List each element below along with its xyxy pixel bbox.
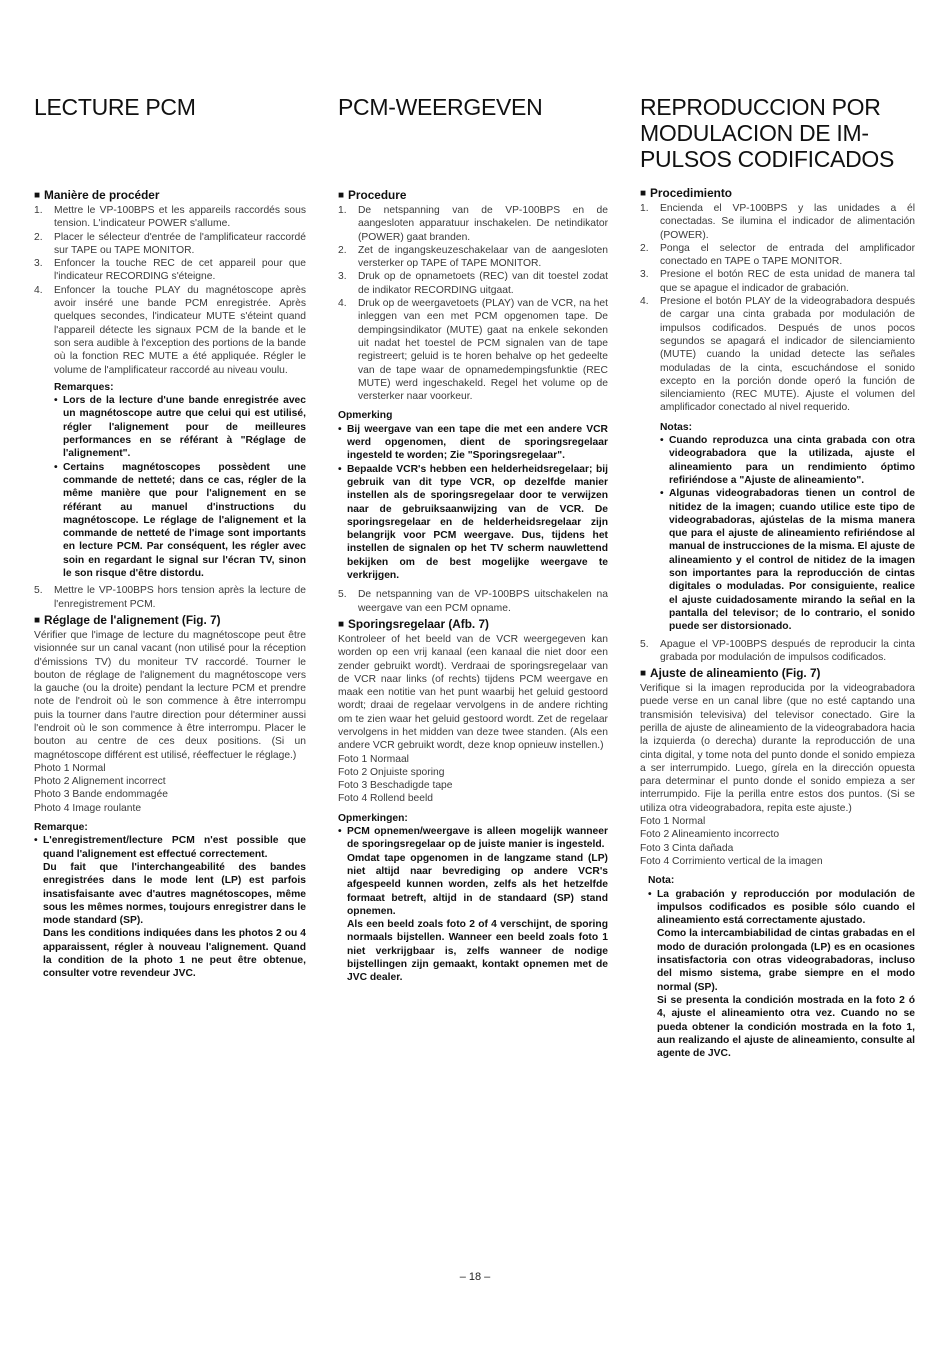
- remark-2-heading: Opmerkingen:: [338, 812, 408, 824]
- section-title: LECTURE PCM: [34, 94, 196, 120]
- procedure-heading: ■ Procedure: [338, 188, 608, 204]
- remarks-heading: Remarques:: [54, 381, 114, 393]
- procedure-steps: [34, 204, 306, 377]
- step-4: 4. Enfoncer la touche PLAY du magnétoscope après avoir inséré une bande PCM enregistrée. Après quelques secondes, l'indicateur MUTE s'éteint quand l'appareil détecte les signaux PCM de la bande et le son sera audible à l'exception des portions de la bande où la fonction REC MUTE a été appliquée. Régler le volume de l'amplificateur raccordé au niveau voulu.: [34, 284, 306, 376]
- remark-2-paragraph: Als een beeld zoals foto 2 of 4 verschijnt, de sporing normaals bijstellen. Wanneer een beeld zoals foto 1 niet verkrijgbaar is, zelfs wanneer de nodige bijstellingen zijn gemaakt, kontakt opnemen met de JVC dealer.: [347, 919, 608, 984]
- photo-caption: Foto 3 Beschadigde tape: [338, 780, 453, 792]
- photo-list: [34, 762, 306, 815]
- procedure-step-5: [338, 588, 608, 615]
- photo-caption: Photo 3 Bande endommagée: [34, 789, 168, 801]
- remark-item: • Bepaalde VCR's hebben een helderheidsregelaar; bij gebruik van dit type VCR, op dezelfde manier instellen als de sporingsregelaar door te verwijzen naar de gebruiksaanwijzing van de VCR. De sporingsregelaar en de helderheidsregelaar zijn belangrijk voor PCM weergave. Dus, tijdens het instellen de signalen op het TV scherm nauwlettend bekijken om de best mogelijke weergave te verkrijgen.: [338, 463, 608, 583]
- photo-caption: Photo 1 Normal: [34, 762, 106, 774]
- step-3: 3. Enfoncer la touche REC de cet appareil pour que l'indicateur RECORDING s'éteigne.: [34, 258, 306, 283]
- photo-caption: Foto 1 Normal: [640, 816, 706, 828]
- remark-2-heading: Remarque:: [34, 822, 88, 834]
- step-5: 5. Apague el VP-100BPS después de reproducir la cinta grabada por modulación de impulsos codificados.: [640, 638, 915, 663]
- remark-2-paragraph: Omdat tape opgenomen in de langzame stand (LP) niet altijd naar bevrediging op andere VCR's afgespeeld kunnen worden, zelfs als het hetzelfde formaat betreft, altijd in de standaard (SP) stand opnemen.: [347, 852, 608, 917]
- column-body: [338, 186, 608, 985]
- alignment-text: Vérifier que l'image de lecture du magnétoscope peut être visionnée sur un canal vacant (non utilisé pour la réception d'émissions TV) du moniteur TV raccordé. Tourner le bouton de réglage de l'alignement du magnétoscope vers la gauche (ou la droite) pendant la lecture PCM et prendre note de l'endroit où le son commence à être interrompu puis la tourner dans l'autre direction pour déterminer aussi l'endroit où le son commence à être interrompu. Placer le bouton au centre de ces deux positions. (Si un magnétoscope différent est utilisé, réeffectuer le réglage.): [34, 629, 306, 761]
- remark-2-block: [34, 821, 306, 981]
- alignment-heading: ■ Réglage de l'alignement (Fig. 7): [34, 613, 306, 629]
- remark-item: • Algunas videograbadoras tienen un control de nitidez de la imagen; cuando utilice este tipo de videograbadoras, ajústelas de la misma manera que para el ajuste de alineamiento refiriéndose al manual de instrucciones de la misma. El ajuste de alineamiento y el control de nitidez de la imagen son importantes para la reproducción de cintas digitales o moduladas. Por consiguiente, realice el ajuste cuidadosamente mirando la señal en la pantalla del televisor; de lo contrario, el sonido puede ser distorsionado.: [660, 487, 915, 633]
- remark-item: • Cuando reproduzca una cinta grabada con otra videograbadora que la utilizada, ajuste el alineamiento para un rendimiento óptimo refiriéndose a "Ajuste de alineamiento".: [660, 434, 915, 487]
- step-5: 5. De netspanning van de VP-100BPS uitschakelen na weergave van een PCM opname.: [338, 589, 608, 614]
- alignment-heading: ■ Ajuste de alineamiento (Fig. 7): [640, 666, 915, 682]
- remark-item: • Lors de la lecture d'une bande enregistrée avec un magnétoscope autre que celui qui est utilisé, régler l'alignement pour de meilleures performances en se référant à "Réglage de l'alignement".: [54, 394, 306, 460]
- alignment-text: Verifique si la imagen reproducida por la videograbadora puede verse en un canal libre (que no esté captando una transmisión televisiva) del televisor conectado. Gire la perilla de ajuste de alineamiento de la videograbadora hacia la izquierda (o derecha) durante la reproducción de una cinta digital, y tome nota del punto donde el sonido empieza a ser interrumpido. Luego, gírela en la dirección opuesta para determinar el punto donde el sonido empieza a ser interrumpido. Fije la perilla entre estos dos puntos. (Si se utiliza otra videograbadora, repita este ajuste.): [640, 683, 915, 814]
- page-number: – 18 –: [459, 1271, 491, 1283]
- remark-2-paragraph: Dans les conditions indiquées dans les photos 2 ou 4 apparaissent, régler à nouveau l'alignement. Quand la condition de la photo 1 ne peut être obtenue, consulter votre revendeur JVC.: [43, 928, 306, 980]
- step-1: 1. De netspanning van de VP-100BPS en de aangesloten apparatuur inschakelen. De netindikator (POWER) gaat branden.: [338, 205, 608, 243]
- photo-caption: Foto 4 Corrimiento vertical de la imagen: [640, 855, 823, 867]
- step-2: 2. Placer le sélecteur d'entrée de l'amplificateur raccordé sur TAPE ou TAPE MONITOR.: [34, 231, 306, 256]
- column-body: [34, 186, 306, 981]
- step-3: 3. Presione el botón REC de esta unidad de manera tal que se apague el indicador de grabación.: [640, 269, 915, 294]
- remarks-block: [34, 381, 306, 580]
- remark-2-block: [640, 874, 915, 1060]
- step-1: 1. Encienda el VP-100BPS y las unidades a él conectadas. Se ilumina el indicador de alimentación (POWER).: [640, 203, 915, 241]
- remark-2-item: • PCM opnemen/weergave is alleen mogelijk wanneer de sporingsregelaar op de juiste manier is ingesteld.: [338, 825, 608, 852]
- remarks-heading: Opmerking: [338, 410, 393, 422]
- remark-2-paragraph: Du fait que l'interchangeabilité des bandes enregistrées dans le mode lent (LP) est parfois insatisfaisante avec d'autres magnétoscopes, même sous les mêmes normes, toujours enregistrer dans le mode standard (SP).: [43, 861, 306, 927]
- photo-caption: Foto 2 Alineamiento incorrecto: [640, 829, 780, 841]
- step-5: 5. Mettre le VP-100BPS hors tension après la lecture de l'enregistrement PCM.: [34, 585, 306, 610]
- remark-2-item: • L'enregistrement/lecture PCM n'est possible que quand l'alignement est effectué correctement.: [34, 834, 306, 861]
- remark-2-paragraph: Como la intercambiabilidad de cintas grabadas en el modo de duración prolongada (LP) es en ocasiones insatisfactoria con otras videograbadoras, incluso del mismo sistema, grabe siempre en el modo normal (SP).: [657, 928, 915, 993]
- photo-list: [640, 815, 915, 868]
- procedure-step-5: [640, 638, 915, 665]
- photo-caption: Foto 1 Normaal: [338, 753, 409, 765]
- step-2: 2. Zet de ingangskeuzeschakelaar van de aangesloten versterker op TAPE of TAPE MONITOR.: [338, 244, 608, 270]
- step-1: 1. Mettre le VP-100BPS et les appareils raccordés sous tension. L'indicateur POWER s'allume.: [34, 205, 306, 230]
- photo-caption: Foto 3 Cinta dañada: [640, 842, 734, 854]
- step-3: 3. Druk op de opnametoets (REC) van dit toestel zodat de indikator RECORDING uitgaat.: [338, 271, 608, 296]
- remark-item: • Bij weergave van een tape die met een andere VCR werd opgenomen, dient de sporingsregelaar ingesteld te worden; Zie "Sporingsregelaar".: [338, 423, 608, 463]
- step-4: 4. Presione el botón PLAY de la videograbadora después de cargar una cinta grabada por modulación de impulsos codificados. Después de unos pocos segundos se apagará el indicador de silenciamiento (MUTE) cuando la unidad detecte las señales moduladas de la cinta, escuchándose el sonido excepto en la porción donde operó la función de silenciamiento (REC MUTE). Ajuste el volumen del amplificador conectado al nivel requerido.: [640, 296, 915, 414]
- remark-2-heading: Nota:: [648, 875, 675, 887]
- tracking-text: Kontroleer of het beeld van de VCR weergegeven kan worden op een vrij kanaal (een kanaal die niet door een zender gebruikt wordt). Verdraai de sporingsregelaar van de VCR naar links (of rechts) tijdens PCM weergave en maak een notitie van het punt waarbij het geluid gestoord wordt; draai de regelaar vervolgens in de andere richting om te zien waar het geluid gestoord wordt. Zet de regelaar vervolgens in het midden van deze twee standen. (Als een andere VCR gebruikt wordt, deze knop opnieuw instellen.): [338, 633, 608, 752]
- column-body: [640, 184, 915, 1060]
- remarks-block: [640, 421, 915, 634]
- tracking-heading: ■ Sporingsregelaar (Afb. 7): [338, 617, 608, 633]
- step-2: 2. Ponga el selector de entrada del amplificador conectado en TAPE o TAPE MONITOR.: [640, 242, 915, 268]
- section-title: REPRODUCCION POR MODULACION DE IM- PULSOS CODIFICADOS: [640, 94, 895, 172]
- photo-caption: Foto 2 Onjuiste sporing: [338, 766, 445, 778]
- procedure-heading: ■ Procedimiento: [640, 186, 915, 202]
- remark-2-paragraph: Si se presenta la condición mostrada en la foto 2 ó 4, ajuste el alineamiento otra vez. Cuando no se pueda obtener la condición mostrada en la foto 1, aun realizando el ajuste de alineamiento, consulte al agente de JVC.: [657, 994, 915, 1060]
- procedure-steps: [338, 204, 608, 403]
- step-4: 4. Druk op de weergavetoets (PLAY) van de VCR, na het inleggen van een met PCM opgenomen tape. De dempingsindikator (MUTE) gaat na enkele sekonden uit nadat het toestel de PCM signalen van de tape registreert; geluid is te horen behalve op het gedeelte van de tape waar de opnamedempingsfunktie (REC MUTE) werd ingeschakeld. Regel het volume op de versterker naar voorkeur.: [338, 298, 608, 403]
- remark-item: • Certains magnétoscopes possèdent une commande de netteté; dans ce cas, régler de la même manière que pour l'alignement en se référant au manuel d'instructions du magnétoscope. Le réglage de l'alignement et la commande de netteté de l'image sont importants en lecture PCM. Par conséquent, les régler avec soin en regardant le signal sur l'écran TV, sinon le son risque d'être distordu.: [54, 461, 306, 581]
- photo-caption: Photo 4 Image roulante: [34, 802, 142, 814]
- remarks-heading: Notas:: [660, 421, 693, 433]
- photo-list: [338, 753, 608, 806]
- procedure-step-5: [34, 584, 306, 611]
- photo-caption: Photo 2 Alignement incorrect: [34, 776, 166, 788]
- remarks-block: [338, 409, 608, 582]
- section-title: PCM-WEERGEVEN: [338, 94, 543, 120]
- procedure-heading: ■ Manière de procéder: [34, 188, 306, 204]
- procedure-steps: [640, 202, 915, 415]
- photo-caption: Foto 4 Rollend beeld: [338, 793, 434, 805]
- remark-2-block: [338, 812, 608, 985]
- remark-2-item: • La grabación y reproducción por modulación de impulsos codificados es posible sólo cuando el alineamiento está correctamente ajustado.: [648, 888, 915, 928]
